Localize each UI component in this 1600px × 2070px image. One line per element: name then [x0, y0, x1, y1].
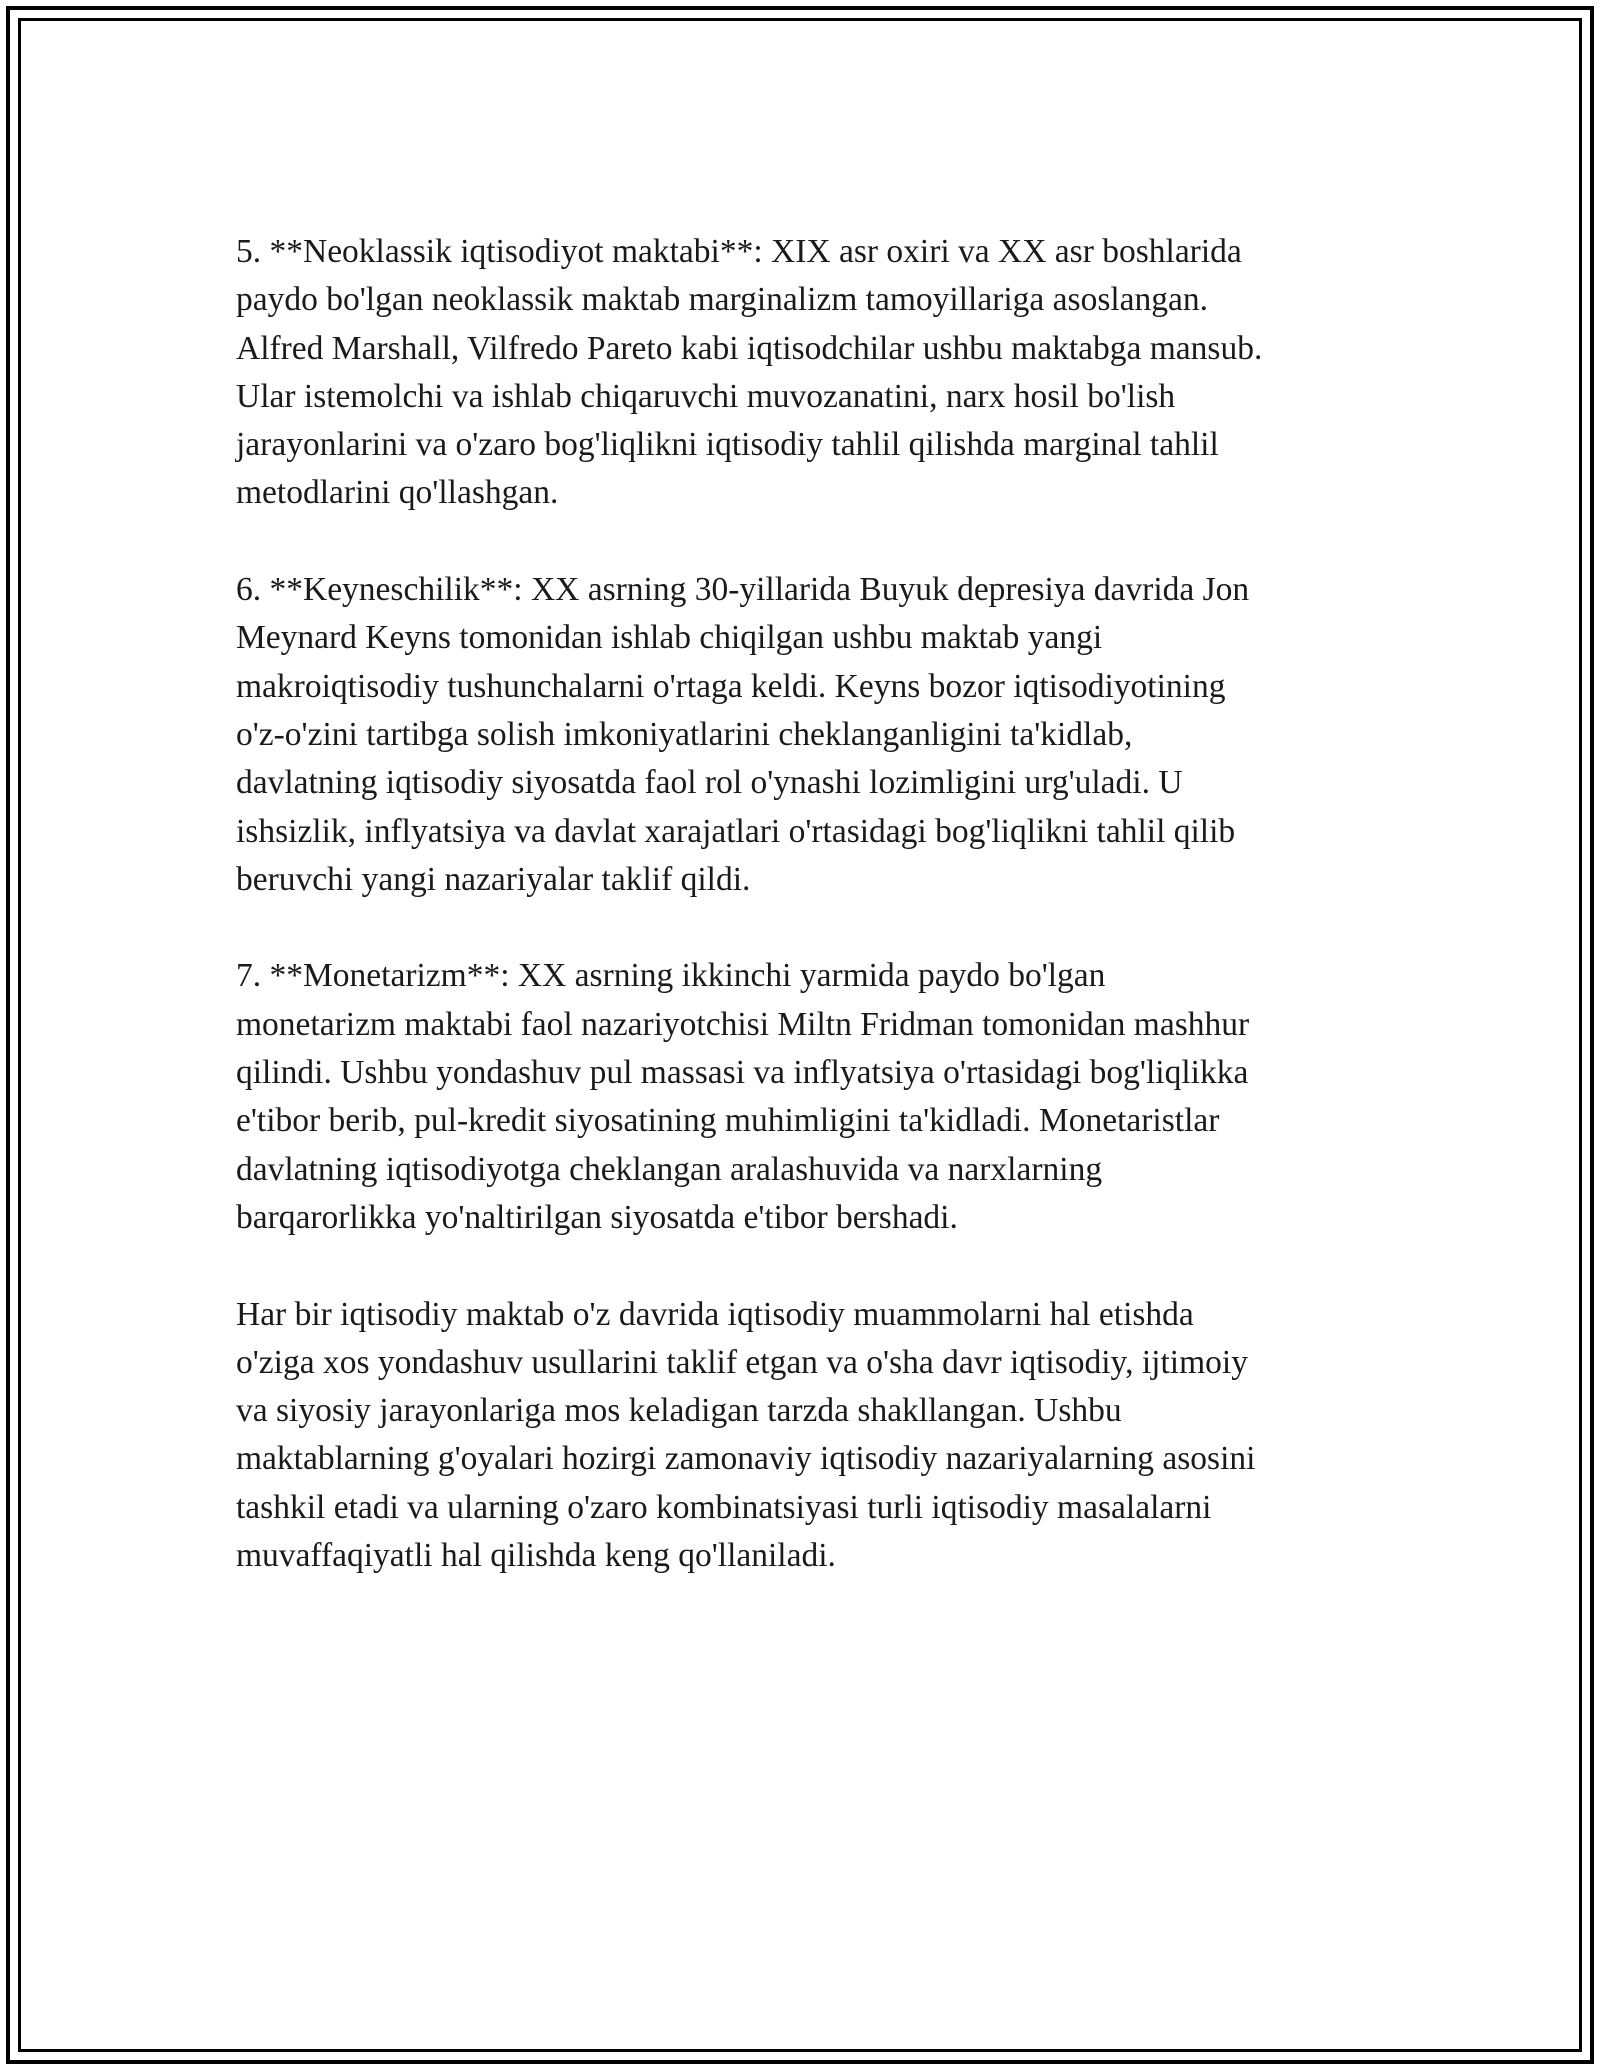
text-line: beruvchi yangi nazariyalar taklif qildi. — [236, 860, 751, 898]
paragraph-keynesianism — [236, 566, 1366, 904]
text-line: barqarorlikka yo'naltirilgan siyosatda e'tibor bershadi. — [236, 1198, 958, 1236]
text-line: metodlarini qo'llashgan. — [236, 474, 559, 512]
text-line: Ular istemolchi va ishlab chiqaruvchi muvozanatini, narx hosil bo'lish — [236, 377, 1176, 415]
text-line: ishsizlik, inflyatsiya va davlat xarajatlari o'rtasidagi bog'liqlikni tahlil qilib — [236, 812, 1236, 850]
text-line: tashkil etadi va ularning o'zaro kombinatsiyasi turli iqtisodiy masalalarni — [236, 1488, 1212, 1526]
text-line: jarayonlarini va o'zaro bog'liqlikni iqtisodiy tahlil qilishda marginal tahlil — [236, 426, 1219, 464]
text-line: Alfred Marshall, Vilfredo Pareto kabi iqtisodchilar ushbu maktabga mansub. — [236, 329, 1263, 367]
text-line: davlatning iqtisodiy siyosatda faol rol o'ynashi lozimligini urg'uladi. U — [236, 764, 1183, 802]
text-line: e'tibor berib, pul-kredit siyosatining muhimligini ta'kidladi. Monetaristlar — [236, 1102, 1220, 1140]
text-line: 5. **Neoklassik iqtisodiyot maktabi**: XIX asr oxiri va XX asr boshlarida — [236, 233, 1242, 270]
text-line: 6. **Keyneschilik**: XX asrning 30-yillarida Buyuk depresiya davrida Jon — [236, 571, 1250, 609]
text-line: va siyosiy jarayonlariga mos keladigan tarzda shakllangan. Ushbu — [236, 1392, 1122, 1430]
text-line: muvaffaqiyatli hal qilishda keng qo'llaniladi. — [236, 1537, 836, 1575]
text-line: maktablarning g'oyalari hozirgi zamonaviy iqtisodiy nazariyalarning asosini — [236, 1440, 1256, 1478]
paragraph-conclusion — [236, 1291, 1366, 1581]
text-line: davlatning iqtisodiyotga cheklangan aralashuvida va narxlarning — [236, 1150, 1103, 1188]
document-body — [236, 228, 1366, 1629]
text-line: qilindi. Ushbu yondashuv pul massasi va inflyatsiya o'rtasidagi bog'liqlikka — [236, 1054, 1249, 1092]
text-line: paydo bo'lgan neoklassik maktab marginalizm tamoyillariga asoslangan. — [236, 281, 1209, 319]
text-line: Meynard Keyns tomonidan ishlab chiqilgan ushbu maktab yangi — [236, 619, 1103, 657]
paragraph-monetarism — [236, 952, 1366, 1242]
text-line: Har bir iqtisodiy maktab o'z davrida iqtisodiy muammolarni hal etishda — [236, 1295, 1194, 1333]
text-line: o'z-o'zini tartibga solish imkoniyatlarini cheklanganligini ta'kidlab, — [236, 715, 1133, 753]
paragraph-neoclassical-school — [236, 228, 1366, 518]
text-line: monetarizm maktabi faol nazariyotchisi Miltn Fridman tomonidan mashhur — [236, 1005, 1250, 1043]
text-line: o'ziga xos yondashuv usullarini taklif etgan va o'sha davr iqtisodiy, ijtimoiy — [236, 1343, 1248, 1381]
text-line: 7. **Monetarizm**: XX asrning ikkinchi yarmida paydo bo'lgan — [236, 957, 1106, 995]
text-line: makroiqtisodiy tushunchalarni o'rtaga keldi. Keyns bozor iqtisodiyotining — [236, 667, 1226, 705]
